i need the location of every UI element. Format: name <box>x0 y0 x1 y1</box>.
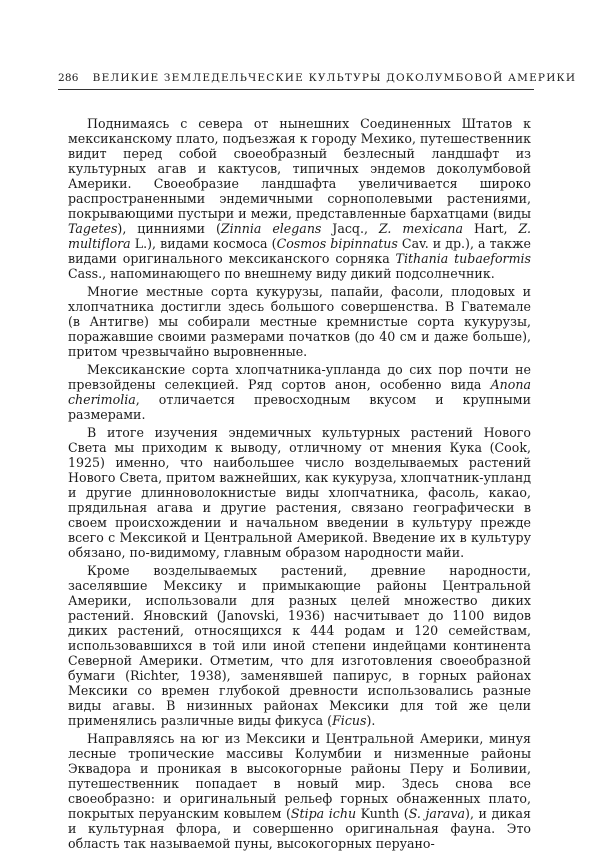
paragraph: Мексиканские сорта хлопчатника-упланда до сих пор почти не превзойдены селекцией. Ряд сортов анон, особенно вида Anona cherimolia, отличается превосходным вкусом и крупными размерами. <box>68 362 531 422</box>
paragraph: В итоге изучения эндемичных культурных растений Нового Света мы приходим к выводу, отличному от мнения Кука (Cook, 1925) именно, что наибольшее число возделываемых растений Нового Света, притом важнейших, как кукуруза, хлопчатник-упланд и другие длинноволокнистые виды хлопчатника, фасоль, какао, прядильная агава и другие растения, связано географически в своем происхождении и начальном введении в культуру прежде всего с Мексикой и Центральной Америкой. Введение их в культуру обязано, по-видимому, главным образом народности майи. <box>68 425 531 560</box>
page-number: 286 <box>58 72 79 84</box>
paragraph: Поднимаясь с севера от нынешних Соединенных Штатов к мексиканскому плато, подъезжая к городу Мехико, путешественник видит перед собой своеобразный безлесный ландшафт из культурных агав и кактусов, типичных эндемов доколумбовой Америки. Своеобразие ландшафта увеличивается широко распространенными эндемичными сорнополевыми растениями, покрывающими пустыри и межи, представленные бархатцами (виды Tagetes), цинниями (Zinnia elegans Jacq., Z. mexicana Hart, Z. multiflora L.), видами космоса (Cosmos bipinnatus Cav. и др.), а также видами оригинального мексиканского сорняка Tithania tubaeformis Cass., напоминающего по внешнему виду дикий подсолнечник. <box>68 116 532 281</box>
body-text <box>68 116 531 854</box>
running-head <box>58 72 577 90</box>
running-head-title: ВЕЛИКИЕ ЗЕМЛЕДЕЛЬЧЕСКИЕ КУЛЬТУРЫ ДОКОЛУМБОВОЙ АМЕРИКИ <box>92 72 577 84</box>
paragraph: Многие местные сорта кукурузы, папайи, фасоли, плодовых и хлопчатника достигли здесь большого совершенства. В Гватемале (в Антигве) мы собирали местные кремнистые сорта кукурузы, поражавшие своими размерами початков (до 40 см и даже больше), притом чрезвычайно выровненные. <box>68 284 531 359</box>
paragraph: Кроме возделываемых растений, древние народности, заселявшие Мексику и примыкающие районы Центральной Америки, использовали для разных целей множество диких растений. Яновский (Janovski, 1936) насчитывает до 1100 видов диких растений, относящихся к 444 родам и 120 семействам, использовавшихся в той или иной степени индейцами континента Северной Америки. Отметим, что для изготовления своеобразной бумаги (Richter, 1938), заменявшей папирус, в горных районах Мексики со времен глубокой древности использовались разные виды агавы. В низинных районах Мексики для той же цели применялись различные виды фикуса (Ficus). <box>68 563 531 728</box>
paragraph: Направляясь на юг из Мексики и Центральной Америки, минуя лесные тропические массивы Колумбии и низменные районы Эквадора и проникая в высокогорные районы Перу и Боливии, путешественник попадает в новый мир. Здесь снова все своеобразно: и оригинальный рельеф горных обнаженных плато, покрытых перуанским ковылем (Stipa ichu Kunth (S. jarava), и дикая и культурная флора, и совершенно оригинальная фауна. Это область так называемой пуны, высокогорных перуано- <box>68 731 531 851</box>
